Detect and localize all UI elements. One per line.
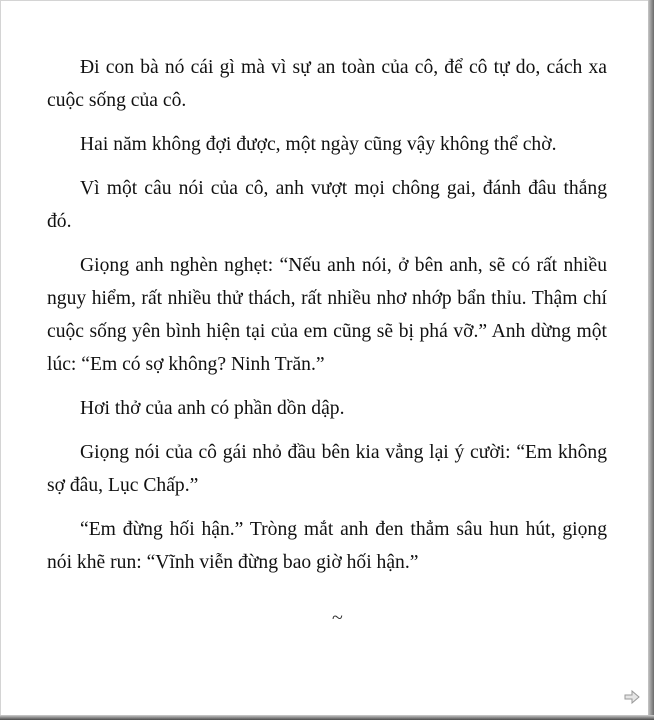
page-bottom-shadow <box>0 715 654 720</box>
paragraph-7: “Em đừng hối hận.” Tròng mắt anh đen thẳm sâu hun hút, giọng nói khẽ run: “Vĩnh viễn đừng bao giờ hối hận.” <box>47 519 607 573</box>
paragraph-6: Giọng nói của cô gái nhỏ đầu bên kia vẳng lại ý cười: “Em không sợ đâu, Lục Chấp.” <box>47 442 607 496</box>
paragraph-5: Hơi thở của anh có phần dồn dập. <box>80 398 345 419</box>
paragraph-3: Vì một câu nói của cô, anh vượt mọi chông gai, đánh đâu thắng đó. <box>47 178 607 232</box>
page-text <box>47 51 607 590</box>
paragraph-4: Giọng anh nghèn nghẹt: “Nếu anh nói, ở bên anh, sẽ có rất nhiều nguy hiểm, rất nhiều thử thách, rất nhiều nhơ nhớp bẩn thỉu. Thậm chí cuộc sống yên bình hiện tại của em cũng sẽ bị phá vỡ.” Anh dừng một lúc: “Em có sợ không? Ninh Trăn.” <box>47 255 607 375</box>
section-separator: ~ <box>332 607 343 629</box>
paragraph-1: Đi con bà nó cái gì mà vì sự an toàn của cô, để cô tự do, cách xa cuộc sống của cô. <box>47 57 607 111</box>
page-right-shadow <box>648 0 654 720</box>
paragraph-2: Hai năm không đợi được, một ngày cũng vậy không thể chờ. <box>80 134 557 155</box>
arrow-right-icon[interactable] <box>623 689 641 705</box>
